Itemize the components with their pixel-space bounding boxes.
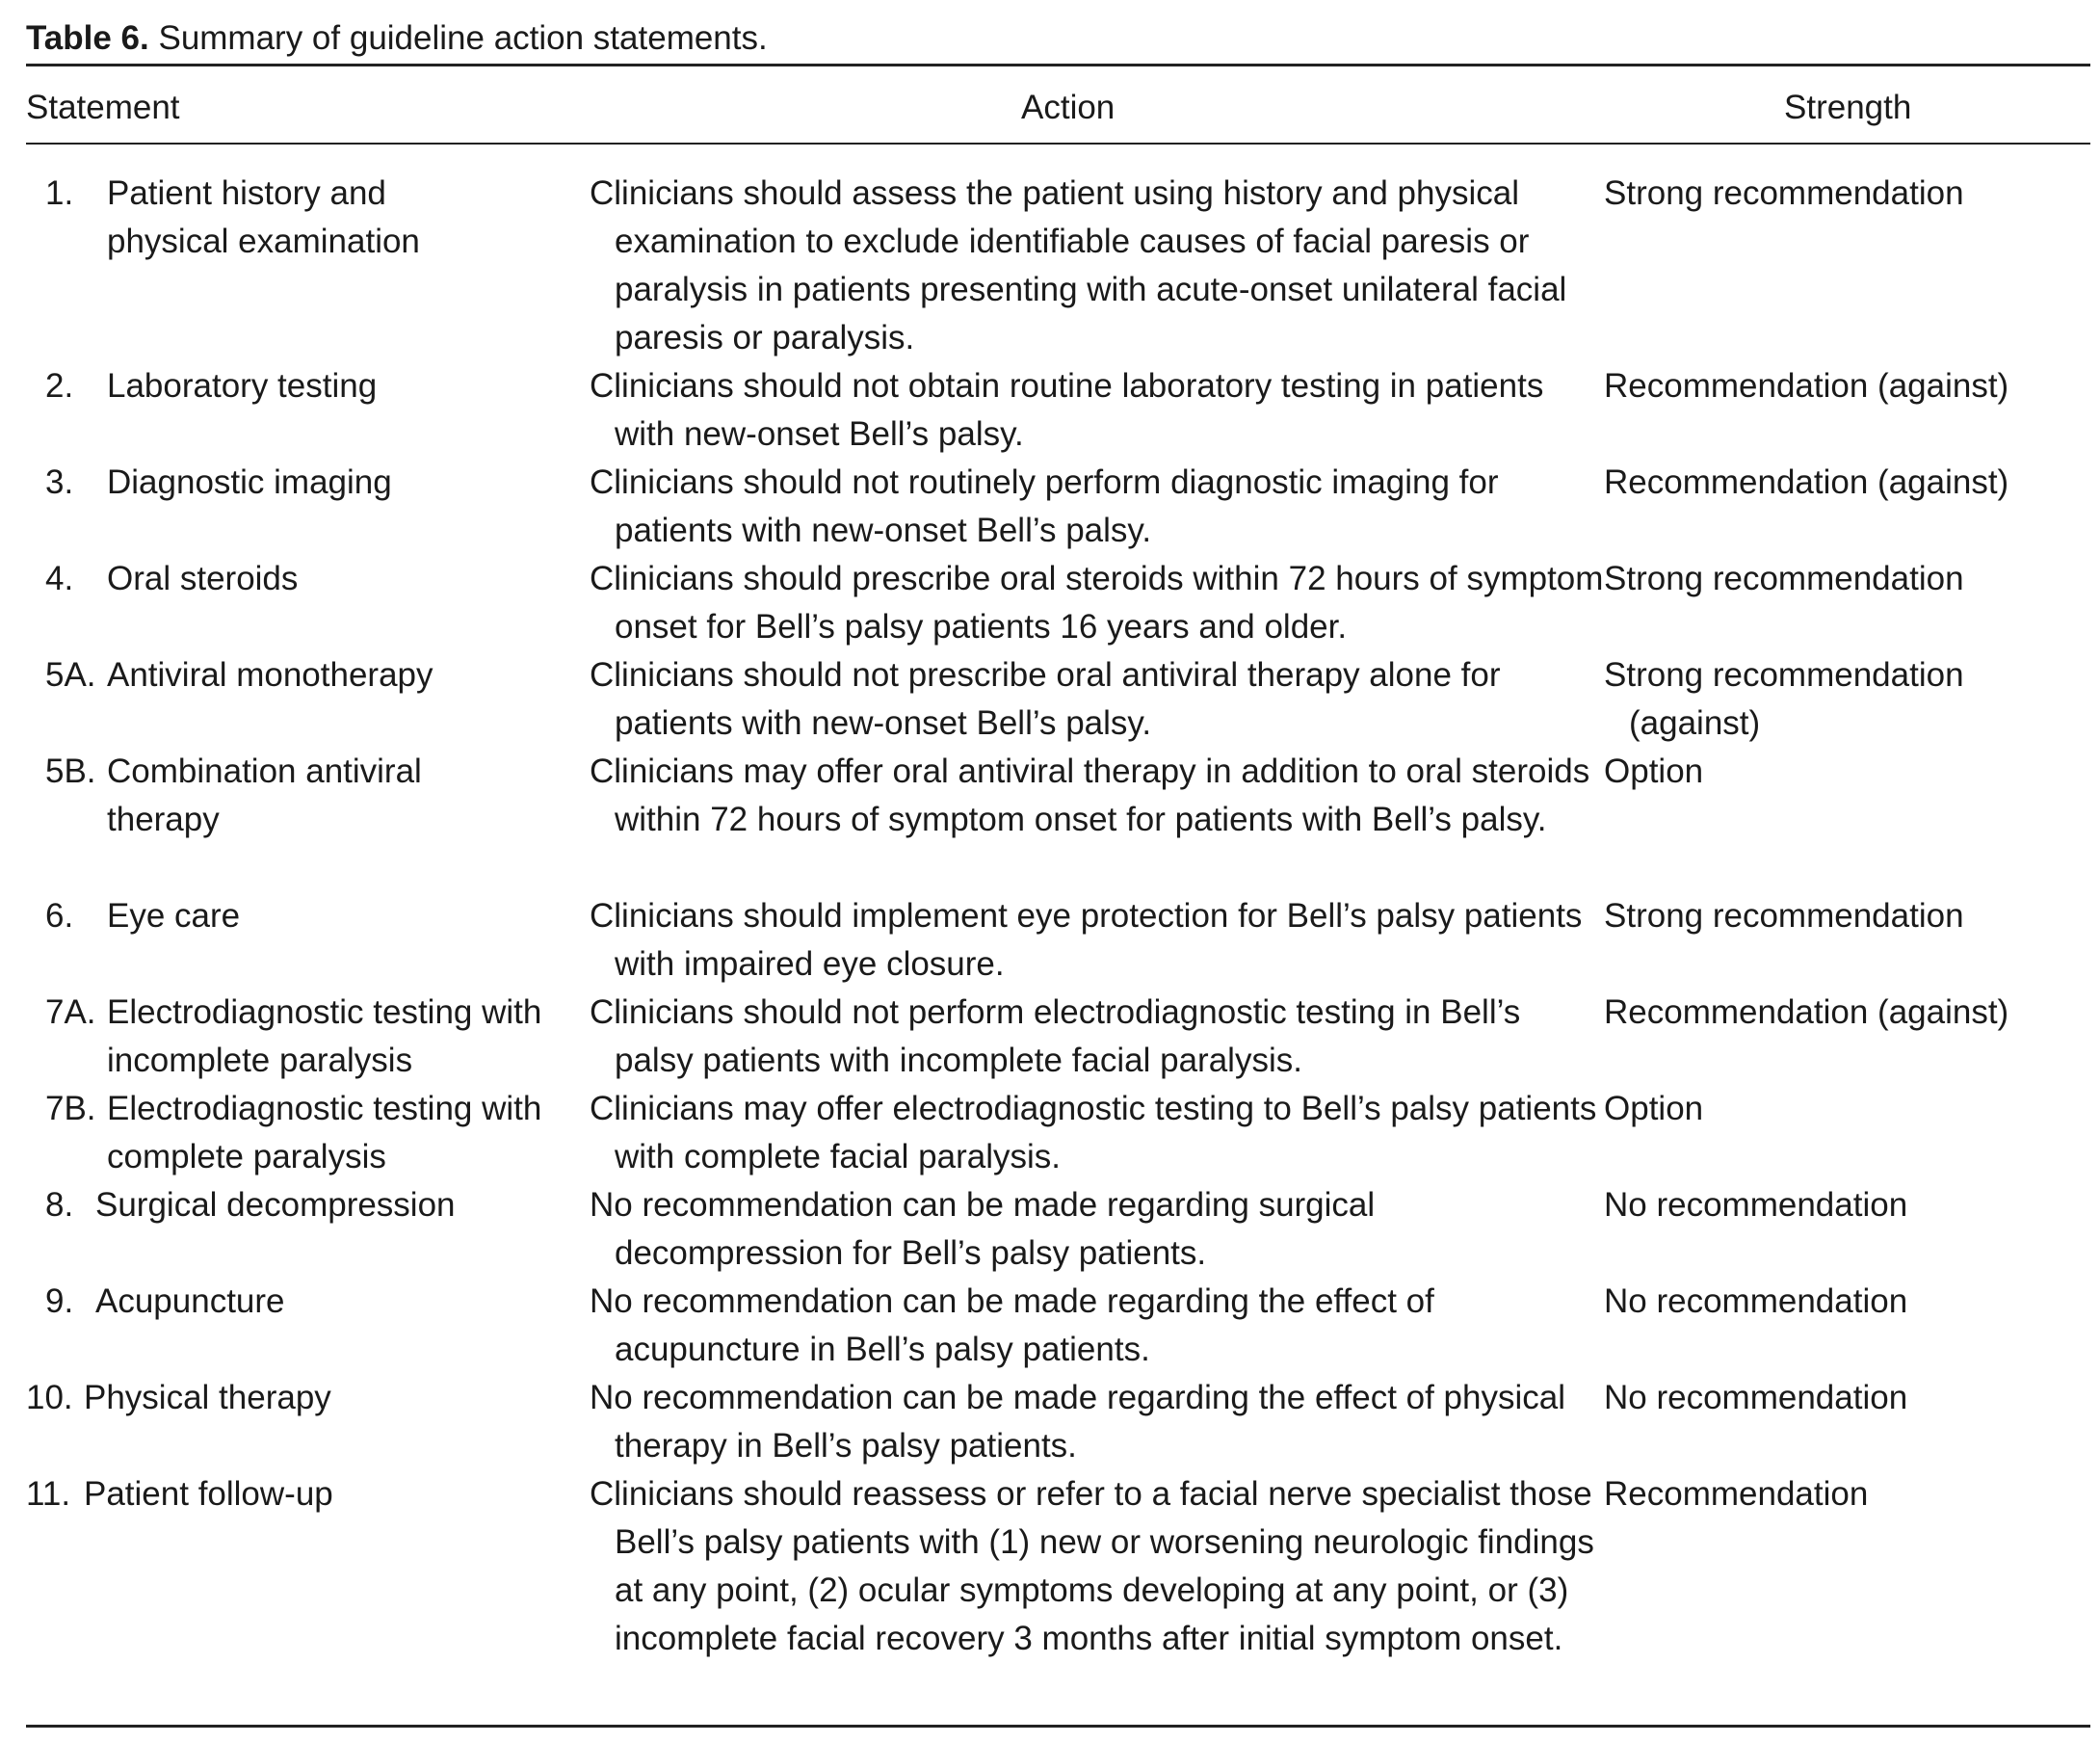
strength-cell: Strong recommendation (against) xyxy=(1604,656,1964,742)
table-row xyxy=(0,362,2100,459)
action-cell: Clinicians should assess the patient using history and physical examination to exclude identifiable causes of facial paresis or paralysis in patients presenting with acute-onset unilateral facial paresis or paralysis. xyxy=(590,174,1567,357)
table-row xyxy=(0,1374,2100,1470)
header-action: Action xyxy=(1021,89,1116,126)
statement-text: Patient history and physical examination xyxy=(107,174,420,260)
statement-cell xyxy=(26,989,575,1085)
statement-number: 6. xyxy=(45,897,74,935)
action-cell: Clinicians should implement eye protection for Bell’s palsy patients with impaired eye closure. xyxy=(590,897,1583,983)
statement-text: Electrodiagnostic testing with complete paralysis xyxy=(107,1090,542,1175)
strength-cell: Strong recommendation xyxy=(1604,174,1964,212)
statement-text: Surgical decompression xyxy=(95,1186,456,1224)
action-cell: No recommendation can be made regarding surgical decompression for Bell’s palsy patients. xyxy=(590,1186,1376,1272)
action-cell: Clinicians should reassess or refer to a facial nerve specialist those Bell’s palsy patients with (1) new or worsening neurologic findings at any point, (2) ocular symptoms developing at any point, or (3) incomplete facial recovery 3 months after initial symptom onset. xyxy=(590,1475,1594,1657)
action-cell: Clinicians should prescribe oral steroids within 72 hours of symptom onset for Bell’s palsy patients 16 years and older. xyxy=(590,560,1604,646)
statement-number: 5A. xyxy=(45,656,96,694)
table-row xyxy=(0,1085,2100,1181)
table-row xyxy=(0,748,2100,892)
statement-number: 8. xyxy=(45,1186,74,1224)
statement-cell xyxy=(26,1278,575,1326)
strength-cell: Recommendation xyxy=(1604,1475,1869,1513)
header-statement: Statement xyxy=(26,89,180,126)
action-cell: Clinicians may offer oral antiviral therapy in addition to oral steroids within 72 hours of symptom onset for patients with Bell’s palsy. xyxy=(590,753,1590,838)
strength-cell: Strong recommendation xyxy=(1604,560,1964,597)
statement-cell xyxy=(26,459,575,507)
table-row xyxy=(0,170,2100,362)
statement-cell xyxy=(26,892,575,940)
statement-cell xyxy=(26,170,575,266)
statement-text: Acupuncture xyxy=(95,1282,285,1320)
statement-number: 5B. xyxy=(45,753,96,790)
statement-cell xyxy=(26,1085,575,1181)
action-cell: Clinicians should not prescribe oral antiviral therapy alone for patients with new-onset Bell’s palsy. xyxy=(590,656,1501,742)
table-row xyxy=(0,989,2100,1085)
table-row xyxy=(0,459,2100,555)
table-row xyxy=(0,1181,2100,1278)
table-row xyxy=(0,1470,2100,1711)
statement-text: Patient follow-up xyxy=(84,1475,333,1513)
statement-number: 3. xyxy=(45,463,74,501)
statement-number: 10. xyxy=(26,1379,73,1416)
header-rule xyxy=(26,143,2090,145)
table-caption xyxy=(26,12,768,65)
table-header-row xyxy=(0,81,2100,134)
header-strength: Strength xyxy=(1784,89,1912,126)
statement-text: Diagnostic imaging xyxy=(107,463,392,501)
statement-text: Physical therapy xyxy=(84,1379,331,1416)
strength-cell: Recommendation (against) xyxy=(1604,463,2009,501)
table-row xyxy=(0,555,2100,651)
strength-cell: No recommendation xyxy=(1604,1186,1908,1224)
table-row xyxy=(0,892,2100,989)
strength-cell: Recommendation (against) xyxy=(1604,367,2009,405)
statement-number: 7B. xyxy=(45,1090,96,1127)
statement-cell xyxy=(26,651,575,700)
action-cell: Clinicians should not routinely perform diagnostic imaging for patients with new-onset Bell’s palsy. xyxy=(590,463,1499,549)
statement-number: 4. xyxy=(45,560,74,597)
table-row xyxy=(0,1278,2100,1374)
statement-text: Eye care xyxy=(107,897,241,935)
action-cell: No recommendation can be made regarding the effect of physical therapy in Bell’s palsy patients. xyxy=(590,1379,1566,1465)
strength-cell: No recommendation xyxy=(1604,1379,1908,1416)
statement-number: 11. xyxy=(26,1475,71,1513)
statement-number: 9. xyxy=(45,1282,74,1320)
strength-cell: No recommendation xyxy=(1604,1282,1908,1320)
action-cell: Clinicians should not perform electrodiagnostic testing in Bell’s palsy patients with incomplete facial paralysis. xyxy=(590,993,1521,1079)
strength-cell: Option xyxy=(1604,1090,1704,1127)
strength-cell: Recommendation (against) xyxy=(1604,993,2009,1031)
action-cell: Clinicians should not obtain routine laboratory testing in patients with new-onset Bell’s palsy. xyxy=(590,367,1544,453)
statement-text: Oral steroids xyxy=(107,560,299,597)
statement-text: Combination antiviral therapy xyxy=(107,753,422,838)
statement-cell xyxy=(26,1470,575,1519)
table-row xyxy=(0,651,2100,748)
statement-number: 2. xyxy=(45,367,74,405)
statement-cell xyxy=(26,748,575,844)
action-cell: No recommendation can be made regarding the effect of acupuncture in Bell’s palsy patients. xyxy=(590,1282,1434,1368)
statement-number: 1. xyxy=(45,174,74,212)
table-caption-label: Table 6. xyxy=(26,19,149,57)
table-body xyxy=(0,170,2100,1711)
statement-text: Electrodiagnostic testing with incomplete paralysis xyxy=(107,993,542,1079)
statement-cell xyxy=(26,1374,575,1422)
statement-cell xyxy=(26,555,575,603)
strength-cell: Option xyxy=(1604,753,1704,790)
action-cell: Clinicians may offer electrodiagnostic testing to Bell’s palsy patients with complete facial paralysis. xyxy=(590,1090,1597,1175)
strength-cell: Strong recommendation xyxy=(1604,897,1964,935)
statement-text: Antiviral monotherapy xyxy=(107,656,433,694)
statement-cell xyxy=(26,362,575,410)
bottom-rule xyxy=(26,1725,2090,1728)
table-caption-text: Summary of guideline action statements. xyxy=(158,19,768,57)
top-rule xyxy=(26,64,2090,66)
statement-number: 7A. xyxy=(45,993,96,1031)
statement-cell xyxy=(26,1181,575,1229)
statement-text: Laboratory testing xyxy=(107,367,378,405)
